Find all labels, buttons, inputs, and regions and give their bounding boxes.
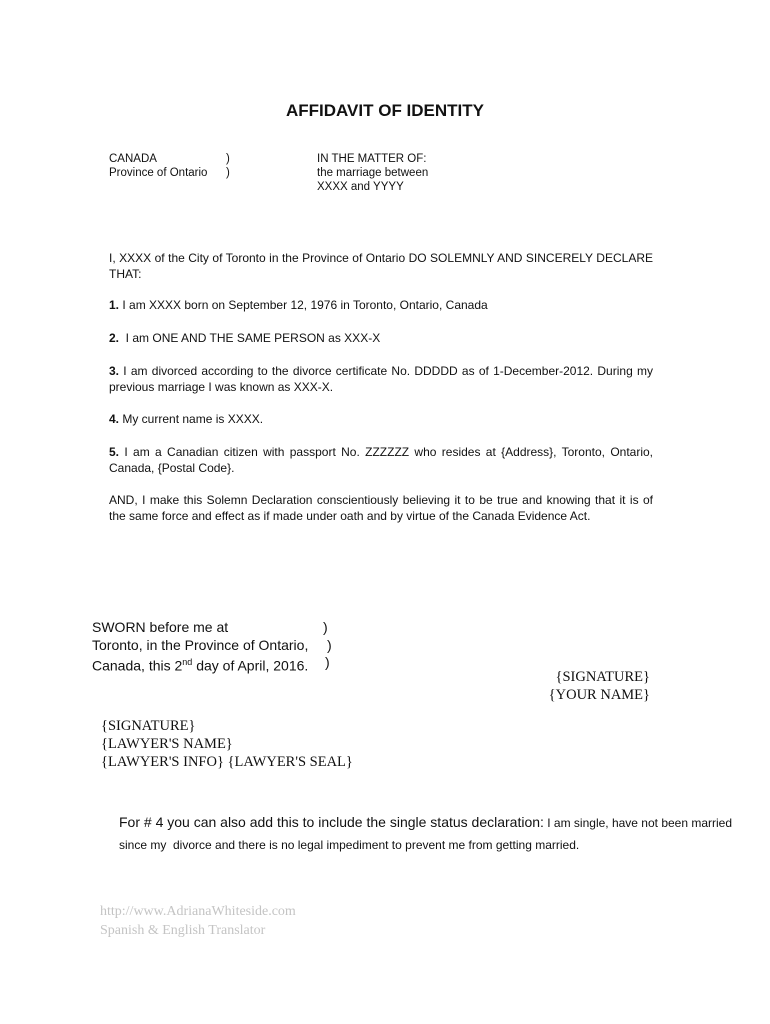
ordinal-suffix: nd: [182, 657, 193, 667]
item-text: I am ONE AND THE SAME PERSON as XXX-X: [119, 331, 381, 345]
item-1: [109, 297, 653, 313]
venue-bracket: ): [226, 153, 230, 165]
venue-province: Province of Ontario: [109, 167, 208, 179]
item-number: 5.: [109, 445, 120, 459]
matter-parties: XXXX and YYYY: [317, 181, 404, 193]
closing-statement: AND, I make this Solemn Declaration conscientiously believing it to be true and knowing that it is of the same force and effect as if made under oath and by virtue of the Canada Evidence Act.: [109, 493, 653, 523]
lawyer-name: {LAWYER'S NAME}: [101, 736, 233, 752]
sworn-bracket: ): [323, 619, 328, 635]
item-text: I am XXXX born on September 12, 1976 in Toronto, Ontario, Canada: [119, 298, 488, 312]
item-text: I am divorced according to the divorce certificate No. DDDDD as of 1-December-2012. During my previous marriage I was known as XXX-X.: [109, 364, 653, 394]
sworn-bracket: ): [327, 636, 332, 653]
footer: [100, 902, 296, 940]
sworn-line-1: SWORN before me at: [92, 619, 229, 635]
sworn-block: [92, 619, 308, 675]
item-3: [109, 363, 653, 395]
item-number: 1.: [109, 298, 120, 312]
document-title: AFFIDAVIT OF IDENTITY: [285, 101, 484, 120]
item-text: I am a Canadian citizen with passport No. ZZZZZZ who resides at {Address}, Toronto, Ontario, Canada, {Postal Code}.: [109, 445, 653, 475]
sworn-brackets: [323, 619, 332, 672]
declarant-name: {YOUR NAME}: [548, 687, 650, 703]
item-2: [109, 330, 653, 346]
item-number: 2.: [109, 331, 120, 345]
item-text: My current name is XXXX.: [119, 412, 264, 426]
item-number: 4.: [109, 412, 120, 426]
venue-brackets: [226, 152, 230, 180]
matter-heading: IN THE MATTER OF:: [317, 153, 427, 165]
note-rest: I am single, have not been married since my divorce and there is no legal impediment to prevent me from getting married.: [119, 816, 736, 852]
venue-bracket: ): [226, 167, 230, 179]
sworn-line-2: Toronto, in the Province of Ontario,: [92, 636, 309, 653]
matter-line: the marriage between: [317, 167, 429, 179]
footer-tagline: Spanish & English Translator: [100, 923, 266, 938]
venue-country: CANADA: [109, 153, 157, 165]
lawyer-block: [101, 717, 353, 771]
declaration-text: I, XXXX of the City of Toronto in the Province of Ontario DO SOLEMNLY AND SINCERELY DECLARE THAT:: [109, 251, 653, 281]
footer-url[interactable]: http://www.AdrianaWhiteside.com: [100, 904, 296, 919]
sworn-bracket: ): [325, 654, 330, 670]
note-lead: For # 4 you can also add this to include the single status declaration:: [119, 814, 544, 830]
venue-jurisdiction: [109, 152, 207, 180]
item-number: 3.: [109, 364, 120, 378]
declarant-signature: {SIGNATURE}: [555, 669, 650, 685]
declarant-signature-block: [549, 668, 650, 704]
matter-block: [317, 152, 428, 194]
sworn-line-3: Canada, this 2nd day of April, 2016.: [92, 657, 309, 674]
item-5: [109, 444, 653, 476]
item-4: [109, 411, 653, 427]
single-status-note: [119, 812, 739, 856]
lawyer-info: {LAWYER'S INFO} {LAWYER'S SEAL}: [101, 754, 353, 770]
lawyer-signature: {SIGNATURE}: [101, 718, 196, 734]
